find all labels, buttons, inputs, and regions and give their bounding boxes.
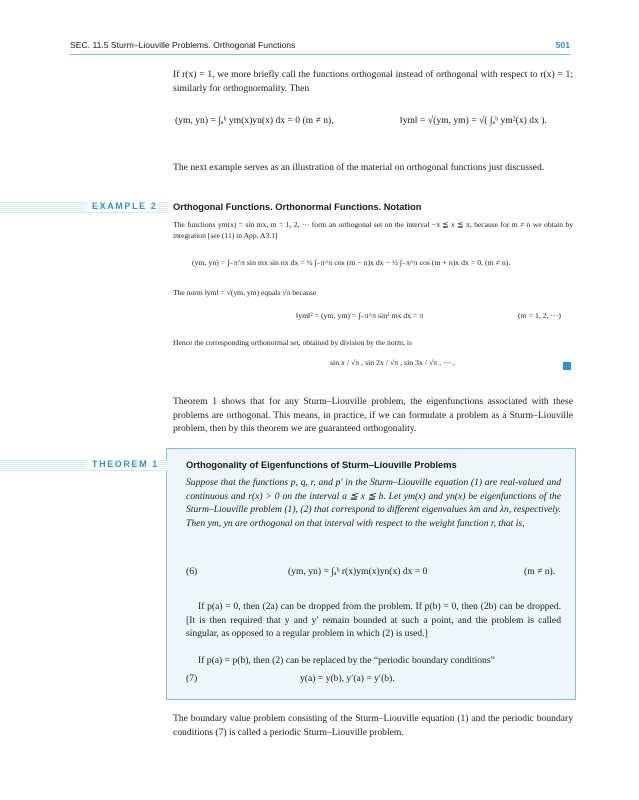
example-equation-2-note: (m = 1, 2, ···) bbox=[518, 311, 561, 320]
theorem-label: THEOREM 1 bbox=[86, 459, 159, 469]
section-title: SEC. 11.5 Sturm–Liouville Problems. Orthogonal Functions bbox=[70, 40, 296, 50]
equation-6-number: (6) bbox=[186, 566, 198, 577]
page-number: 501 bbox=[555, 40, 570, 50]
intro-paragraph: If r(x) = 1, we more briefly call the functions orthogonal instead of orthogonal with respect to r(x) = 1; similarly for orthognormality. Then bbox=[173, 69, 573, 94]
equation-7-number: (7) bbox=[186, 673, 198, 684]
example-line-2: The norm ‖ym‖ = √(ym, ym) equals √π because bbox=[173, 288, 317, 297]
next-paragraph: The next example serves as an illustration of the material on orthogonal functions just discussed. bbox=[173, 162, 545, 173]
running-header bbox=[70, 40, 570, 54]
equation-6-condition: (m ≠ n). bbox=[524, 566, 556, 577]
theorem-title: Orthogonality of Eigenfunctions of Sturm–Liouville Problems bbox=[186, 460, 457, 470]
equation-6: (ym, yn) = ∫ₐᵇ r(x)ym(x)yn(x) dx = 0 bbox=[288, 566, 428, 577]
closing-paragraph: The boundary value problem consisting of the Sturm–Liouville equation (1) and the periodic boundary conditions (7) is called a periodic Sturm–Liouville problem. bbox=[173, 713, 573, 738]
equation-7: y(a) = y(b), y′(a) = y′(b). bbox=[300, 673, 395, 684]
example-equation-2: ‖ym‖² = (ym, ym) = ∫₋π^π sin² mx dx = π bbox=[296, 311, 424, 320]
equation-norm: ‖ym‖ = √(ym, ym) = √( ∫ₐᵇ ym²(x) dx ). bbox=[400, 115, 547, 126]
example-title: Orthogonal Functions. Orthonormal Functions. Notation bbox=[173, 202, 422, 212]
example-label: EXAMPLE 2 bbox=[86, 201, 157, 211]
example-line-3: Hence the corresponding orthonormal set, obtained by division by the norm, is bbox=[173, 338, 412, 347]
end-of-example-square bbox=[563, 362, 571, 370]
example-line-1: The functions ym(x) = sin mx, m = 1, 2, ··· form an orthogonal set on the interval −π ≦ x ≦ π, because for m ≠ n we obtain by integration [see (11) in App. A3.1] bbox=[173, 220, 573, 240]
equation-inner-product: (ym, yn) = ∫ₐᵇ ym(x)yn(x) dx = 0 (m ≠ n), bbox=[175, 115, 334, 126]
example-equation-1: (ym, yn) = ∫₋π^π sin mx sin nx dx = ½ ∫₋π^π cos (m − n)x dx − ½ ∫₋π^π cos (m + n)x dx = 0, (m ≠ n). bbox=[192, 258, 511, 267]
theorem-paragraph-periodic: If p(a) = p(b), then (2) can be replaced by the “periodic boundary conditions” bbox=[198, 655, 495, 666]
theorem-paragraph-singular: If p(a) = 0, then (2a) can be dropped from the problem. If p(b) = 0, then (2b) can be dropped. [It is then required that y and y′ remain bounded at such a point, and the problem is called singular, as opposed to a regular problem in which (2) is used.] bbox=[186, 601, 561, 639]
theorem-intro-paragraph: Theorem 1 shows that for any Sturm–Liouville problem, the eigenfunctions associated with these problems are orthogonal. This means, in practice, if we can formulate a problem as a Sturm–Liouville problem, then by this theorem we are guaranteed orthogonality. bbox=[173, 396, 573, 434]
header-rule bbox=[70, 54, 570, 55]
example-equation-3: sin x / √π , sin 2x / √π , sin 3x / √π , ··· . bbox=[330, 358, 455, 367]
theorem-statement: Suppose that the functions p, q, r, and p′ in the Sturm–Liouville equation (1) are real-valued and continuous and r(x) > 0 on the interval a ≦ x ≦ b. Let ym(x) and yn(x) be eigenfunctions of the Sturm–Liouville problem (1), (2) that correspond to different eigenvalues λm and λn, respectively. Then ym, yn are orthogonal on that interval with respect to the weight function r, that is, bbox=[186, 477, 561, 529]
